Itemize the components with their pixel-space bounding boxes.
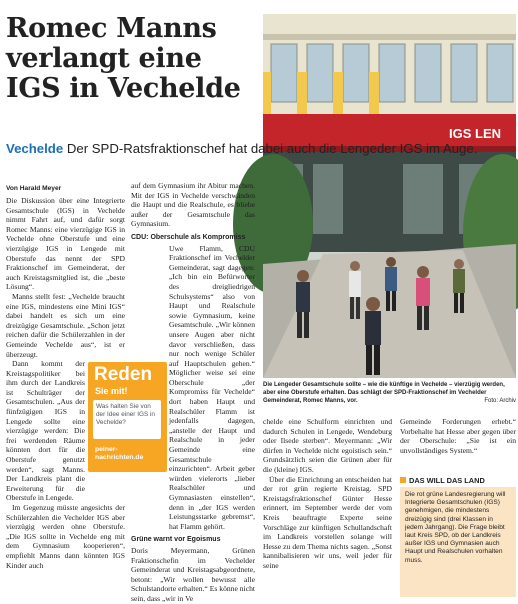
col2-paragraph-2: Uwe Flamm, CDU Fraktionschef im Vechelder Gemeinderat, sagt dagegen: „Ich bin ein Befürworter des dreigliedrigen Schulsystems“ also von Haupt und Realschule sowie Gymnasium, keine Gesamtschule. „Wir können unsere Augen aber nicht davor verschließen, dass nur noch wenige Schüler auf Hauptschulen gehen.“ Möglicher weise sei eine Oberschule „der Kompromiss für Vechelde“ dort haben Haupt und Realschüler Flamm ist jedenfalls dagegen, „anstelle der Haupt und Realschule in jeder Gemeinde eine Gesamtschule einzurichten“. Arbeit geber würden vielerorts „lieber Realschüler und Gymnasiasten einstellen“, denn in „der IGS werden Leistungsstarke gebremst“, hat Flamm gehört.: [169, 243, 255, 531]
sign-text: IGS LEN: [449, 126, 502, 141]
reden-url-line-2: nachrichten.de: [95, 454, 144, 461]
school-photo: [263, 14, 516, 378]
photo-caption: [263, 381, 516, 405]
deck-place: Vechelde: [6, 141, 64, 156]
col2-paragraph-1: auf dem Gymnasium ihr Abitur machen. Mit der IGS in Vechelde verschwänden die Haupt und die Realschule, es bliebe außer der Gesamtschule das Gymnasium.: [131, 181, 255, 229]
col1-paragraph-3: Dann kommt der Kreistagspolitiker bei ihm durch der Landkreis ist Schulträger der Gesamtschulen. „Aus der fünfzügigen IGS in Lengede sollte eine vierzügige werden: Die frei werdenden Räume könnten dort für die Oberstufe genutzt werden“, sagt Manns. Der Landkreis plant die Erweiterung für die Oberstufe in Lengede.: [6, 359, 85, 503]
article-column-4: [400, 417, 516, 469]
headline-line-2: verlangt eine: [6, 43, 202, 74]
col1-paragraph-2: Manns stellt fest: „Vechelde braucht eine IGS, mindestens eine Mini IGS“ dabei handelt es sich um eine dreizügige Gesamtschule. „Schon jetzt reichen dafür die Schülerzahlen in der Gemeinde Vechelde aus“, ist er überzeugt.: [6, 291, 125, 359]
reden-question: Was halten Sie von der Idee einer IGS in Vechelde?: [93, 400, 161, 439]
deck-text: Der SPD-Ratsfraktionschef hat dabei auch die Lengeder IGS im Auge.: [63, 141, 478, 156]
caption-text: Die Lengeder Gesamtschule sollte – wie die künftige in Vechelde – vierzügig werden, aber eine Oberstufe erhalten. Das schlägt der SPD-Fraktionschef im Vechelder Gemeinderat, Romec Manns, vor.: [263, 382, 505, 404]
headline-line-3: IGS in Vechelde: [6, 73, 241, 104]
col2-paragraph-3: Doris Meyermann, Grünen Fraktionschefin im Vechelder Gemeinderat und Kreistagsabgeordnete, betont: „Wir wollen bewusst alle Schulstandorte erhalten.“ Es könne nicht sein, dass „wir in Ve: [131, 545, 255, 603]
info-square-icon: [400, 477, 406, 483]
headline: [6, 14, 258, 104]
deck: [6, 141, 516, 157]
article-column-3: [263, 417, 392, 598]
reden-title: Reden: [94, 364, 153, 385]
col1-paragraph-1: Die Diskussion über eine Integrierte Gesamtschule (IGS) in Vechelde nimmt Fahrt auf, und dafür sorgt Romec Manns: eine vierzügige IGS in Vechelde ohne Oberstufe und eine vierzügige IGS in Lengede mit Oberstufe das nennt der SPD Fraktionschef im Gemeinderat, der auch Kreistagsmitglied ist, die „beste Lösung“.: [6, 196, 125, 292]
info-text: Die rot grüne Landesregierung will Integrierte Gesamtschulen (IGS) genehmigen, die mindestens dreizügig sind (drei Klassen in jedem Jahrgang). Die Frage bleibt laut Kreis SPD, ob der Landkreis außer IGS und Gymnasien auch Haupt und Realschulen vorhalten muss.: [405, 491, 506, 564]
col4-paragraph-1: Gemeinde Forderungen erhebt.“ Vorbehalte hat Hesse aber gegen über der Oberschule: „Sie ist ein unvollständiges System.“: [400, 417, 516, 455]
reden-url-line-1: peiner-: [95, 446, 118, 453]
reden-url[interactable]: [95, 446, 143, 462]
col1-paragraph-4: Im Gegenzug müsste angesichts der Schülerzahlen die Vechelder IGS aber vierzügig werden ohne Oberstufe. „Die IGS sollte in Vechelde eng mit dem Gymnasium kooperieren“, empfiehlt Manns dann könnten IGS Kinder auch: [6, 503, 125, 570]
photo-credit: Foto: Archiv: [484, 398, 516, 404]
reden-sie-mit-box: [88, 362, 167, 472]
info-heading: [400, 476, 485, 485]
col3-paragraph-1: chelde eine Schulform einrichten und dadurch Schulen in Lengede, Wendeburg oder Ilsede sterben“. Meyermann: „Wir dürfen in Vechelde nicht egoistisch sein.“ Grundsätzlich seien die Grünen aber für die (kleine) IGS.: [263, 417, 392, 474]
school-photo-graphic: [263, 14, 516, 378]
info-box: [400, 487, 516, 597]
subheading-gruene: Grüne warnt vor Egoismus: [131, 536, 221, 544]
subheading-cdu: CDU: Oberschule als Kompromiss: [131, 233, 246, 241]
headline-line-1: Romec Manns: [6, 13, 217, 44]
info-heading-text: DAS WILL DAS LAND: [409, 476, 485, 485]
author-line: Von Harald Meyer: [6, 185, 62, 192]
col3-paragraph-2: Über die Einrichtung an entscheiden hat der rot grün regierte Kreistag. SPD Kreistagsfraktionschef Günter Hesse erinnert, im September werde der vom Kreis beauftragte Experte seine Vorschläge zur künftigen Schullandschaft im Landkreis vorstellen solange will Hesse zu dem Thema nichts sagen. „Sonst kannibalisieren wir uns, weil jeder für seine: [263, 474, 392, 570]
reden-subtitle: Sie mit!: [95, 386, 128, 396]
